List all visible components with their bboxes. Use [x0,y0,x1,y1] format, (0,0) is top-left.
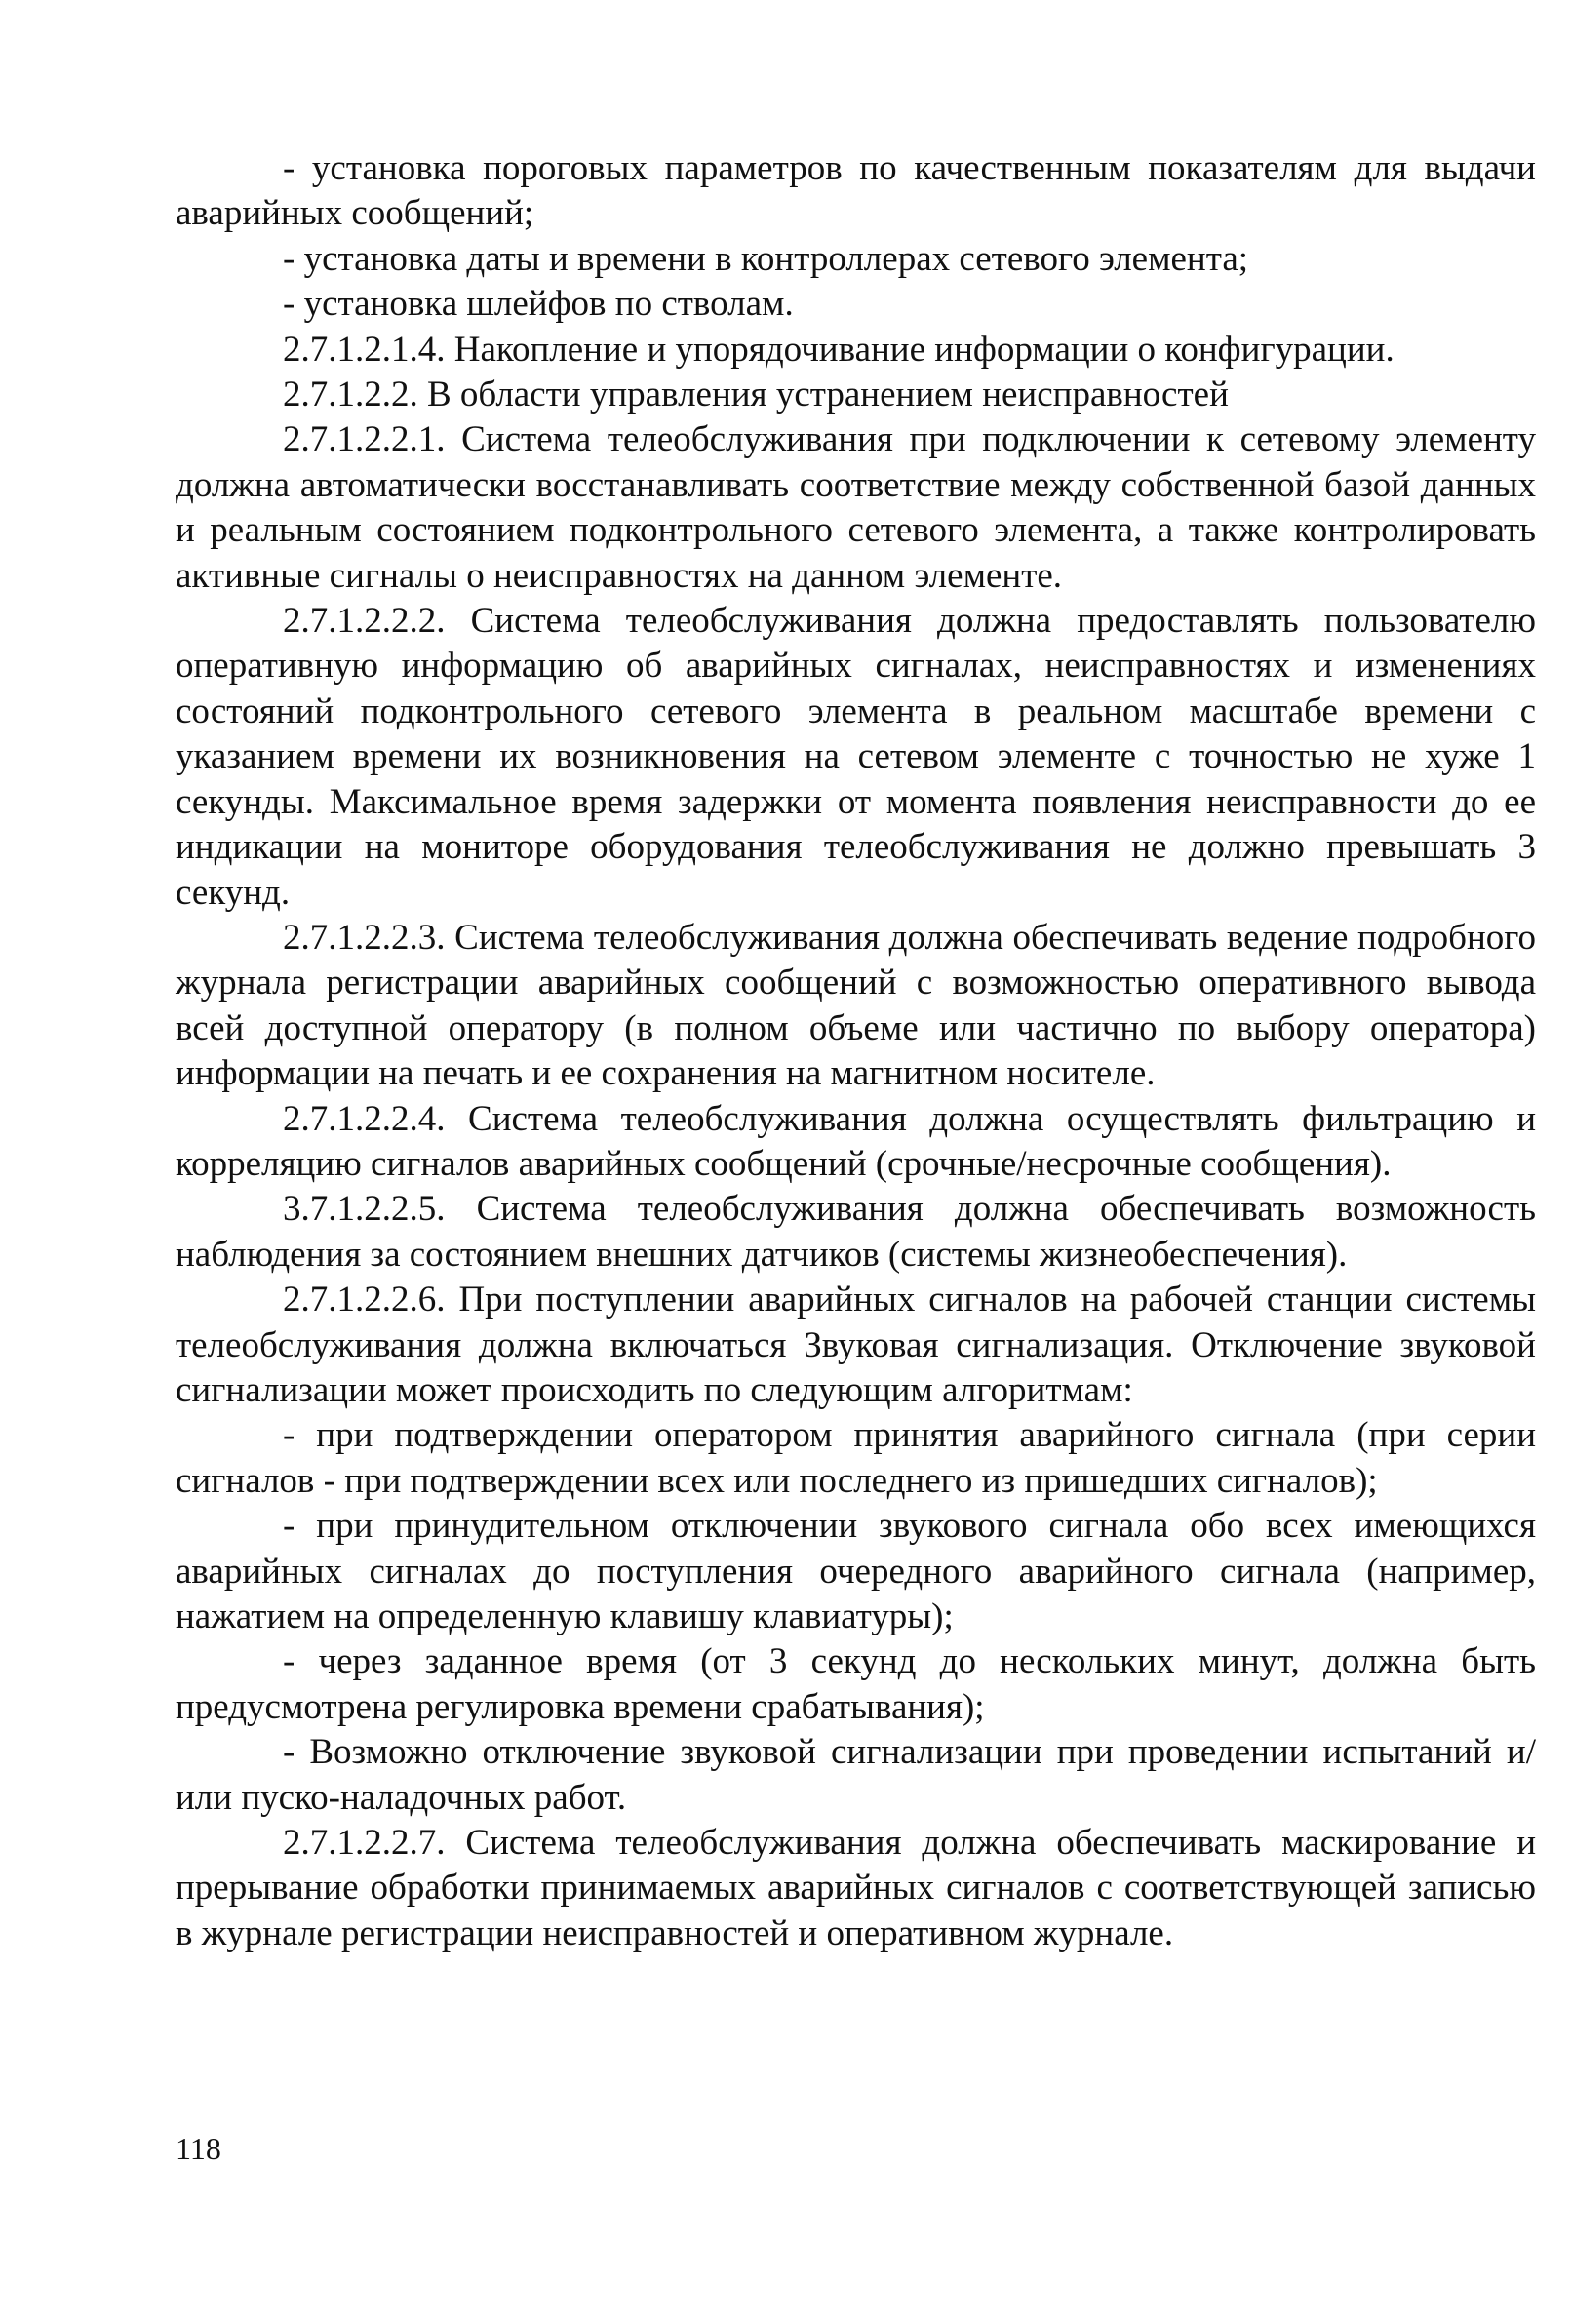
paragraph-1: - установка пороговых параметров по качественным показателям для выдачи аварийных сообщений; [176,148,1536,234]
paragraph-16: 2.7.1.2.2.7. Система телеобслуживания должна обеспечивать маскирование и прерывание обработки принимаемых аварийных сигналов с соответствующей записью в журнале регистрации неисправностей и оперативном журнале. [176,1823,1536,1953]
paragraph-15: - Возможно отключение звуковой сигнализации при проведении испытаний и/или пуско-наладочных работ. [176,1732,1536,1818]
paragraph-6: 2.7.1.2.2.1. Система телеобслуживания при подключении к сетевому элементу должна автоматически восстанавливать соответствие между собственной базой данных и реальным состоянием подконтрольного сетевого элемента, а также контролировать активные сигналы о неисправностях на данном элементе. [176,419,1536,596]
paragraph-2: - установка даты и времени в контроллерах сетевого элемента; [283,238,1249,279]
paragraph-14: - через заданное время (от 3 секунд до нескольких минут, должна быть предусмотрена регулировка времени срабатывания); [176,1641,1536,1727]
document-body [176,146,1536,1956]
paragraph-8: 2.7.1.2.2.3. Система телеобслуживания должна обеспечивать ведение подробного журнала регистрации аварийных сообщений с возможностью оперативного вывода всей доступной оператору (в полном объеме или частично по выбору оператора) информации на печать и ее сохранения на магнитном носителе. [176,917,1536,1094]
paragraph-3: - установка шлейфов по стволам. [283,284,794,325]
paragraph-10: 3.7.1.2.2.5. Система телеобслуживания должна обеспечивать возможность наблюдения за состоянием внешних датчиков (системы жизнеобеспечения). [176,1189,1536,1275]
paragraph-4: 2.7.1.2.1.4. Накопление и упорядочивание информации о конфигурации. [283,329,1395,370]
paragraph-11: 2.7.1.2.2.6. При поступлении аварийных сигналов на рабочей станции системы телеобслуживания должна включаться Звуковая сигнализация. Отключение звуковой сигнализации может происходить по следующим алгоритмам: [176,1280,1536,1410]
page-number: 118 [176,2131,221,2166]
paragraph-13: - при принудительном отключении звукового сигнала обо всех имеющихся аварийных сигналах до поступления очередного аварийного сигнала (например, нажатием на определенную клавишу клавиатуры); [176,1506,1536,1636]
paragraph-5: 2.7.1.2.2. В области управления устранением неисправностей [283,374,1229,415]
paragraph-12: - при подтверждении оператором принятия аварийного сигнала (при серии сигналов - при подтверждении всех или последнего из пришедших сигналов); [176,1415,1536,1501]
paragraph-7: 2.7.1.2.2.2. Система телеобслуживания должна предоставлять пользователю оперативную информацию об аварийных сигналах, неисправностях и изменениях состояний подконтрольного сетевого элемента в реальном масштабе времени с указанием времени их возникновения на сетевом элементе с точностью не хуже 1 секунды. Максимальное время задержки от момента появления неисправности до ее индикации на мониторе оборудования телеобслуживания не должно превышать 3 секунд. [176,601,1536,913]
paragraph-9: 2.7.1.2.2.4. Система телеобслуживания должна осуществлять фильтрацию и корреляцию сигналов аварийных сообщений (срочные/несрочные сообщения). [176,1098,1536,1184]
